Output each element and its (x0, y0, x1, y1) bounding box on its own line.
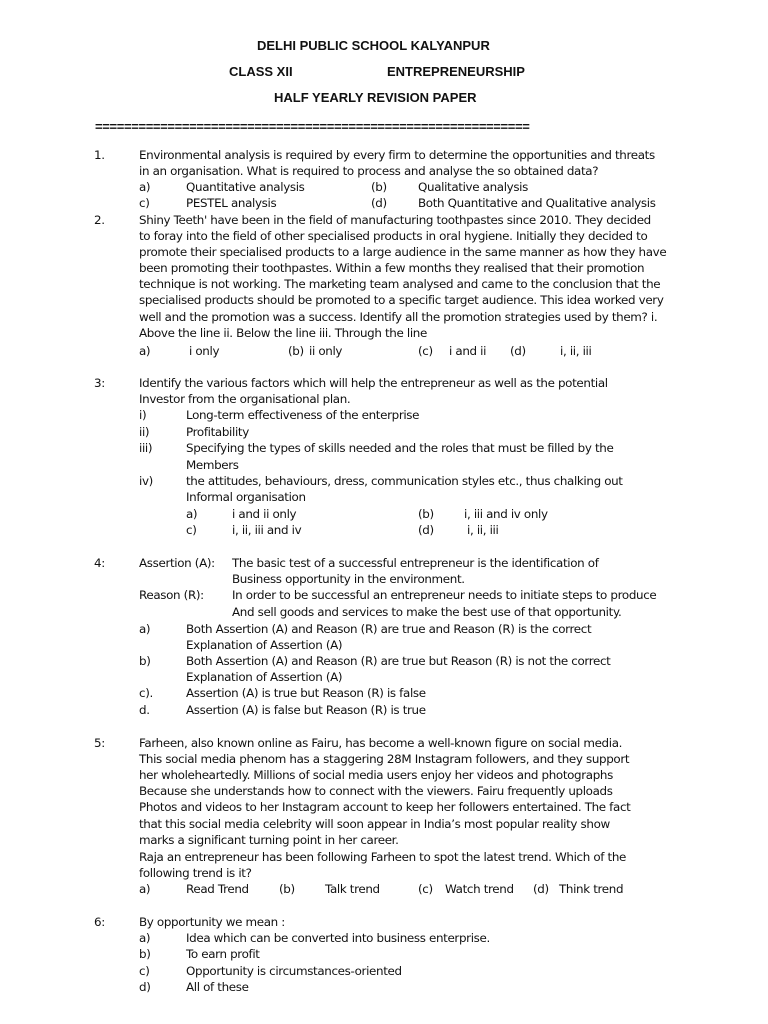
question-text-line: been promoting their toothpastes. Within a few months they realised that their promotion (139, 261, 645, 275)
question-number: 3: (94, 376, 105, 390)
question-text-line: Because she understands how to connect with the viewers. Fairu frequently uploads (139, 784, 613, 798)
option-text: Quantitative analysis (186, 180, 305, 194)
assertion-text: The basic test of a successful entrepreneur is the identification of (232, 556, 599, 570)
option-text: All of these (186, 980, 249, 994)
option-label: (b) (418, 507, 434, 521)
question-text-line: that this social media celebrity will soon appear in India’s most popular reality show (139, 817, 610, 831)
option-label: a) (139, 882, 151, 896)
assertion-text: Business opportunity in the environment. (232, 572, 465, 586)
option-text: Think trend (559, 882, 624, 896)
paper-title: HALF YEARLY REVISION PAPER (274, 90, 477, 105)
option-text: Both Assertion (A) and Reason (R) are true and Reason (R) is the correct (186, 622, 592, 636)
option-label: b) (139, 654, 151, 668)
question-number: 5: (94, 736, 105, 750)
question-text-line: following trend is it? (139, 866, 252, 880)
option-text: PESTEL analysis (186, 196, 277, 210)
reason-text: In order to be successful an entrepreneur needs to initiate steps to produce (232, 588, 657, 602)
item-text: the attitudes, behaviours, dress, communication styles etc., thus chalking out (186, 474, 623, 488)
option-label: (c) (418, 344, 433, 358)
option-text: i, iii and iv only (464, 507, 548, 521)
item-label: iv) (139, 474, 153, 488)
option-text: i and ii only (232, 507, 297, 521)
option-label: c) (139, 964, 150, 978)
option-text: i, ii, iii (467, 523, 499, 537)
question-text-line: Environmental analysis is required by every firm to determine the opportunities and threats (139, 148, 655, 162)
option-label: a) (139, 180, 151, 194)
question-text-line: technique is not working. The marketing team analysed and came to the conclusion that the (139, 277, 661, 291)
item-text: Profitability (186, 425, 249, 439)
option-label: (d) (371, 196, 387, 210)
question-text-line: By opportunity we mean : (139, 915, 285, 929)
option-label: c) (186, 523, 197, 537)
option-text: Explanation of Assertion (A) (186, 638, 343, 652)
option-text: i, ii, iii and iv (232, 523, 302, 537)
item-label: i) (139, 408, 147, 422)
option-label: (d) (533, 882, 549, 896)
option-label: c) (139, 196, 150, 210)
question-text-line: Above the line ii. Below the line iii. Through the line (139, 326, 427, 340)
question-text-line: in an organisation. What is required to process and analyse the so obtained data? (139, 164, 599, 178)
option-label: (b) (371, 180, 387, 194)
option-text: Idea which can be converted into business enterprise. (186, 931, 490, 945)
option-text: Assertion (A) is false but Reason (R) is true (186, 703, 426, 717)
question-text-line: Farheen, also known online as Fairu, has become a well-known figure on social media. (139, 736, 623, 750)
option-text: i and ii (449, 344, 487, 358)
question-text-line: promote their specialised products to a large audience in the same manner as how they have (139, 245, 667, 259)
question-text-line: Photos and videos to her Instagram account to keep her followers entertained. The fact (139, 800, 631, 814)
option-label: a) (186, 507, 198, 521)
option-text: Watch trend (445, 882, 514, 896)
question-text-line: Identify the various factors which will help the entrepreneur as well as the potential (139, 376, 608, 390)
option-text: i only (189, 344, 220, 358)
question-text-line: well and the promotion was a success. Identify all the promotion strategies used by them? i. (139, 310, 658, 324)
item-text: Members (186, 458, 239, 472)
question-number: 4: (94, 556, 105, 570)
school-name: DELHI PUBLIC SCHOOL KALYANPUR (257, 38, 490, 53)
header-separator: ============================================================ (95, 119, 530, 134)
item-text: Long-term effectiveness of the enterprise (186, 408, 420, 422)
question-number: 2. (94, 213, 105, 227)
item-label: iii) (139, 441, 153, 455)
item-text: Specifying the types of skills needed and the roles that must be filled by the (186, 441, 614, 455)
question-text-line: Investor from the organisational plan. (139, 392, 351, 406)
question-text-line: marks a significant turning point in her career. (139, 833, 399, 847)
question-text-line: specialised products should be promoted to a specific target audience. This idea worked very (139, 293, 664, 307)
option-text: To earn profit (186, 947, 260, 961)
option-label: a) (139, 931, 151, 945)
option-label: d. (139, 703, 150, 717)
item-label: ii) (139, 425, 150, 439)
option-text: Assertion (A) is true but Reason (R) is false (186, 686, 426, 700)
option-text: Both Quantitative and Qualitative analysis (418, 196, 656, 210)
question-text-line: Raja an entrepreneur has been following Farheen to spot the latest trend. Which of the (139, 850, 627, 864)
reason-text: And sell goods and services to make the best use of that opportunity. (232, 605, 622, 619)
option-label: a) (139, 344, 151, 358)
option-label: d) (139, 980, 151, 994)
question-text-line: This social media phenom has a staggering 28M Instagram followers, and they support (139, 752, 630, 766)
option-label: b) (139, 947, 151, 961)
question-text-line: her wholeheartedly. Millions of social media users enjoy her videos and photographs (139, 768, 613, 782)
option-text: Opportunity is circumstances-oriented (186, 964, 402, 978)
option-label: (b) (279, 882, 295, 896)
option-text: i, ii, iii (560, 344, 592, 358)
option-label: (b) (288, 344, 304, 358)
option-text: Talk trend (325, 882, 380, 896)
item-text: Informal organisation (186, 490, 306, 504)
option-text: Qualitative analysis (418, 180, 528, 194)
option-text: Both Assertion (A) and Reason (R) are true but Reason (R) is not the correct (186, 654, 611, 668)
subject-label: ENTREPRENEURSHIP (387, 64, 525, 79)
option-text: Read Trend (186, 882, 249, 896)
option-label: (c) (418, 882, 433, 896)
option-text: Explanation of Assertion (A) (186, 670, 343, 684)
option-label: (d) (418, 523, 434, 537)
option-label: a) (139, 622, 151, 636)
reason-label: Reason (R): (139, 588, 204, 602)
question-text-line: to foray into the field of other specialised products in oral hygiene. Initially they decided to (139, 229, 648, 243)
assertion-label: Assertion (A): (139, 556, 215, 570)
question-number: 6: (94, 915, 105, 929)
option-text: ii only (309, 344, 343, 358)
question-text-line: Shiny Teeth' have been in the field of manufacturing toothpastes since 2010. They decided (139, 213, 651, 227)
option-label: c). (139, 686, 153, 700)
option-label: (d) (510, 344, 526, 358)
class-label: CLASS XII (229, 64, 293, 79)
question-number: 1. (94, 148, 105, 162)
